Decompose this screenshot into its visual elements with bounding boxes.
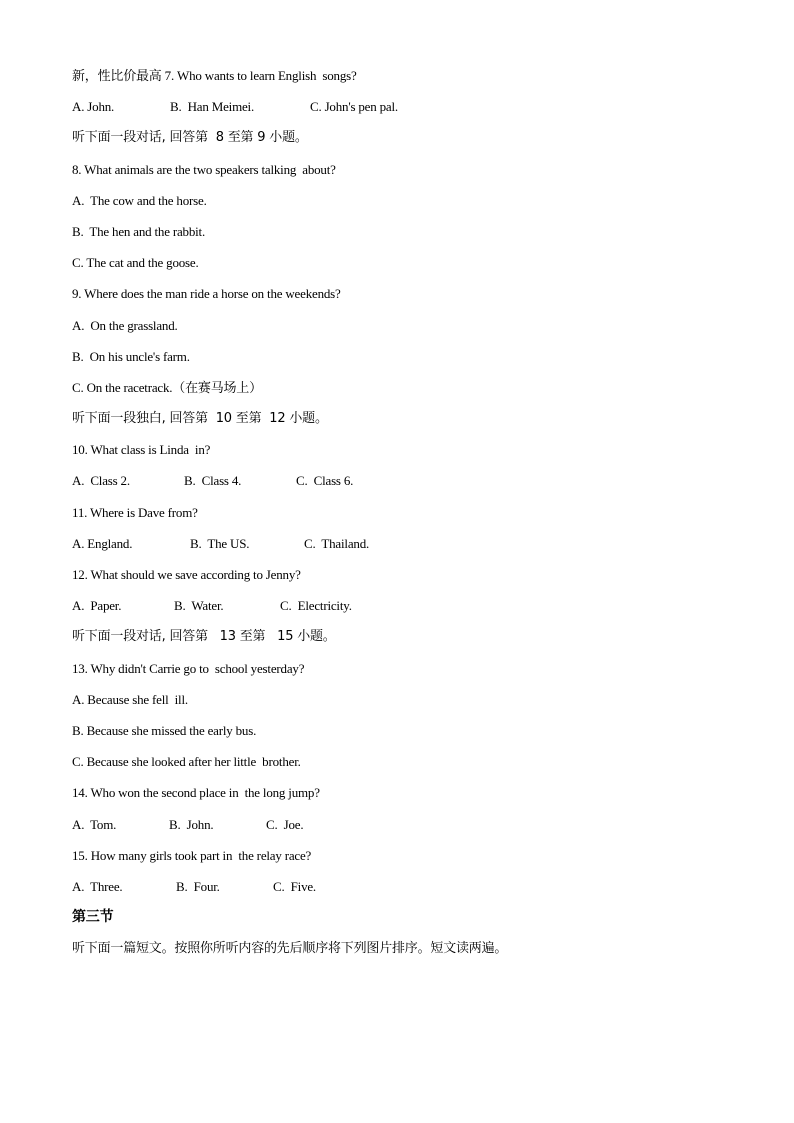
answer-options-row	[72, 809, 732, 840]
answer-option: B. John.	[169, 816, 214, 832]
question-text: 13. Why didn't Carrie go to school yesterday?	[72, 660, 305, 676]
answer-option: A. England.	[72, 535, 133, 551]
answer-option: C. Five.	[273, 878, 316, 894]
question-text: 14. Who won the second place in the long jump?	[72, 785, 320, 801]
answer-option: C. Thailand.	[304, 535, 370, 551]
question-text: 8. What animals are the two speakers talking about?	[72, 161, 336, 177]
instruction-text: 听下面一段独白, 回答第 10 至第 12 小题。	[72, 411, 328, 427]
answer-options-row	[72, 91, 732, 122]
instruction-text: 听下面一篇短文。按照你所听内容的先后顺序将下列图片排序。短文读两遍。	[72, 941, 508, 957]
question-text: 新，性比价最高 7. Who wants to learn English songs?	[72, 68, 357, 83]
answer-option: C. John's pen pal.	[310, 99, 398, 115]
answer-option: A. Tom.	[72, 816, 117, 832]
answer-option: A. Class 2.	[72, 473, 130, 489]
answer-options-row	[72, 528, 732, 559]
question-text: A. The cow and the horse.	[72, 192, 207, 208]
question-text: B. The hen and the rabbit.	[72, 223, 205, 239]
question-text: B. Because she missed the early bus.	[72, 722, 257, 738]
question-text: 12. What should we save according to Jenny?	[72, 567, 301, 582]
question-text: C. On the racetrack.（在赛马场上）	[72, 379, 262, 395]
question-text: 10. What class is Linda in?	[72, 442, 211, 458]
answer-option: B. Class 4.	[184, 473, 242, 489]
question-text: 9. Where does the man ride a horse on the weekends?	[72, 286, 341, 302]
answer-option: B. Water.	[174, 598, 224, 614]
answer-options-row	[72, 871, 732, 902]
answer-option: B. The US.	[190, 535, 250, 551]
instruction-text: 听下面一段对话, 回答第 8 至第 9 小题。	[72, 130, 308, 146]
question-text: B. On his uncle's farm.	[72, 348, 190, 364]
question-text: C. The cat and the goose.	[72, 255, 199, 271]
question-text: 11. Where is Dave from?	[72, 504, 198, 520]
answer-option: C. Electricity.	[280, 598, 352, 614]
answer-option: A. John.	[72, 99, 115, 115]
answer-options-row	[72, 590, 732, 621]
question-text: A. On the grassland.	[72, 317, 178, 333]
answer-option: B. Four.	[176, 878, 220, 894]
section-heading: 第三节	[72, 909, 114, 926]
answer-option: A. Three.	[72, 878, 123, 894]
instruction-text: 听下面一段对话, 回答第 13 至第 15 小题。	[72, 629, 336, 645]
question-text: C. Because she looked after her little brother.	[72, 754, 301, 770]
answer-options-row	[72, 465, 732, 496]
answer-option: C. Joe.	[266, 816, 304, 832]
document-page	[72, 60, 732, 964]
answer-option: B. Han Meimei.	[170, 99, 255, 115]
answer-option: C. Class 6.	[296, 473, 354, 489]
answer-option: A. Paper.	[72, 598, 122, 614]
question-text: A. Because she fell ill.	[72, 691, 188, 707]
question-text: 15. How many girls took part in the relay race?	[72, 847, 312, 863]
